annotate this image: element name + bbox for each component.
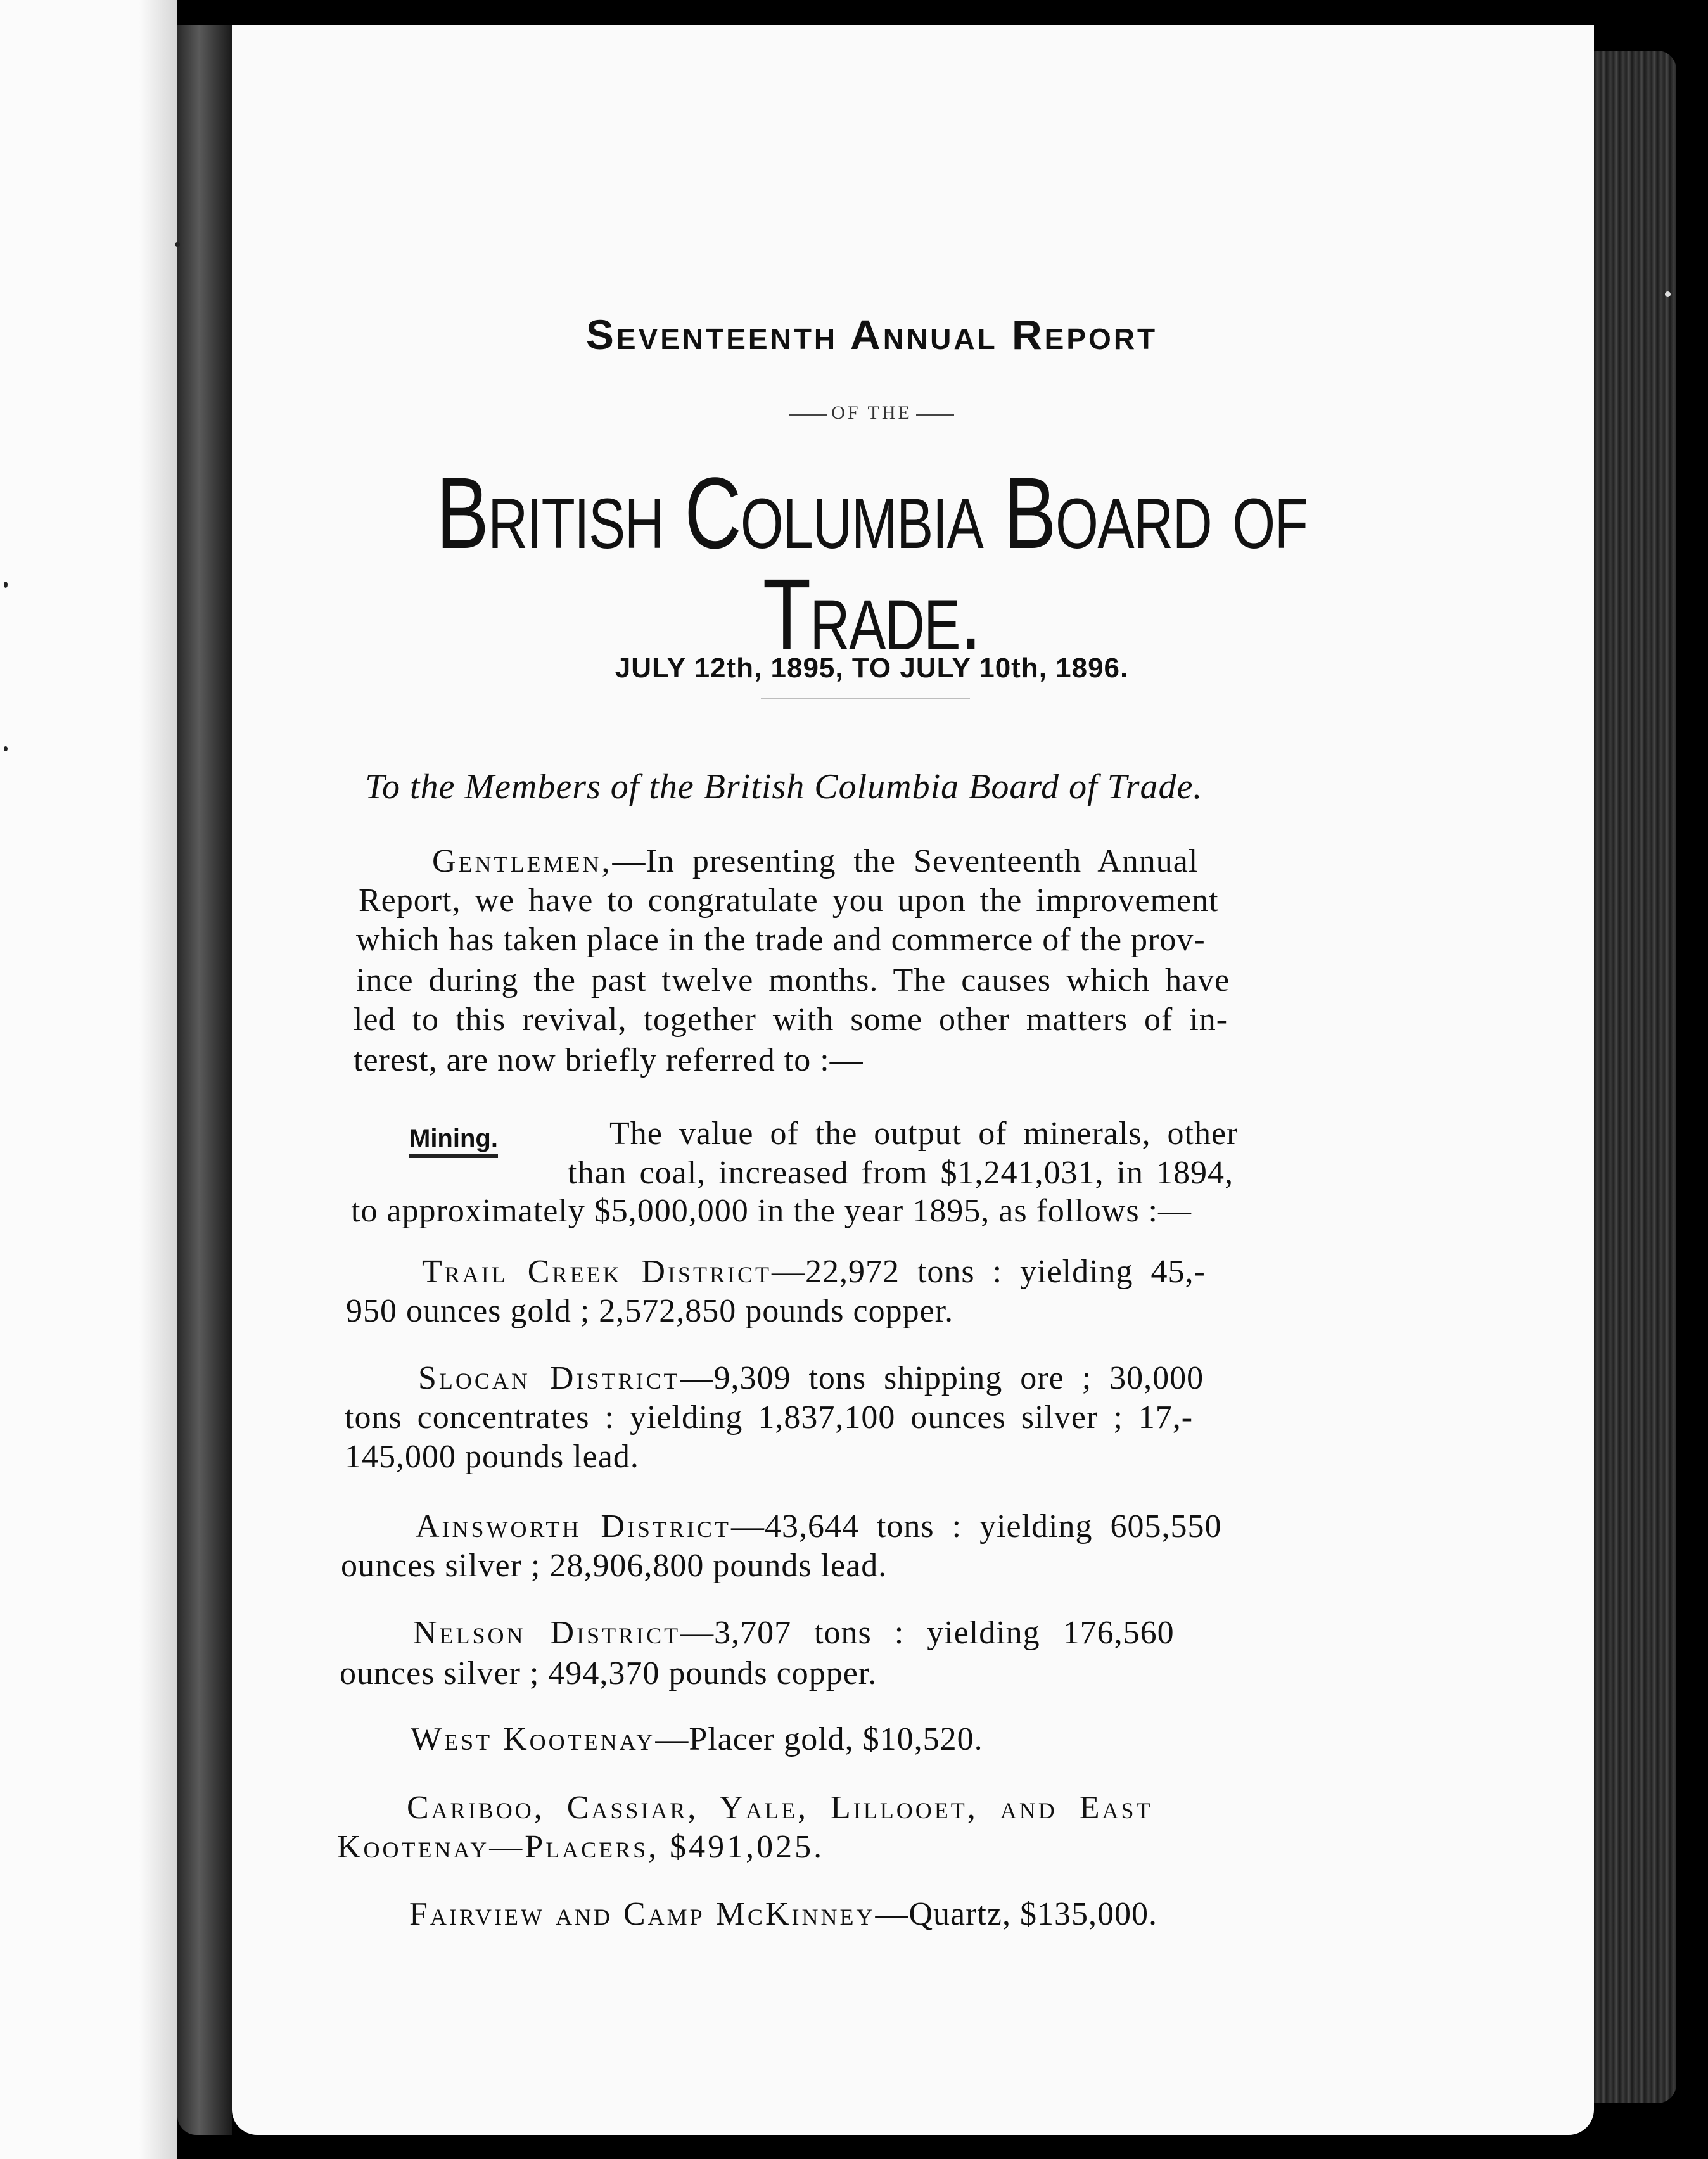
facing-page	[0, 0, 177, 2159]
date-range: JULY 12th, 1895, TO JULY 10th, 1896.	[615, 653, 1129, 684]
district-name: Slocan District	[418, 1360, 680, 1396]
district-cariboo-line-1: Cariboo, Cassiar, Yale, Lillooet, and East	[407, 1790, 1153, 1826]
divider-rule-left	[789, 414, 827, 416]
scan-speck	[4, 582, 8, 588]
intro-line-text: —In presenting the Seventeenth Annual	[612, 843, 1199, 879]
district-text: —Quartz, $135,000.	[875, 1896, 1157, 1932]
facing-page-shadow	[139, 0, 177, 2159]
district-text: —9,309 tons shipping ore ; 30,000	[680, 1360, 1204, 1396]
report-title: Seventeenth Annual Report	[585, 311, 1158, 358]
district-text: —Placer gold, $10,520.	[655, 1721, 983, 1757]
district-slocan-line-1	[418, 1360, 1204, 1397]
mining-line-1: The value of the output of minerals, other	[609, 1116, 1239, 1152]
intro-line-4: ince during the past twelve months. The causes which have	[356, 962, 1230, 998]
district-ainsworth-line-1	[416, 1508, 1222, 1545]
district-slocan-line-2: tons concentrates : yielding 1,837,100 ounces silver ; 17,-	[345, 1399, 1194, 1436]
mining-line-2: than coal, increased from $1,241,031, in 1894,	[568, 1155, 1233, 1191]
district-nelson-line-2: ounces silver ; 494,370 pounds copper.	[340, 1655, 877, 1691]
district-text: —22,972 tons : yielding 45,-	[771, 1254, 1206, 1290]
of-the-label: OF THE	[831, 402, 912, 423]
intro-line-1	[432, 843, 1198, 880]
intro-line-5: led to this revival, together with some other matters of in-	[354, 1002, 1228, 1038]
district-west-kootenay	[411, 1721, 983, 1758]
mining-line-3: to approximately $5,000,000 in the year 1895, as follows :—	[351, 1193, 1192, 1229]
district-nelson-line-1	[413, 1614, 1175, 1652]
page-edges	[1594, 51, 1676, 2103]
district-text: —43,644 tons : yielding 605,550	[730, 1508, 1222, 1544]
report-page	[232, 25, 1594, 2135]
scan-speck	[1665, 291, 1671, 297]
scan-speck	[4, 746, 8, 751]
district-trail-creek-line-1	[422, 1253, 1206, 1290]
district-slocan-line-3: 145,000 pounds lead.	[345, 1439, 639, 1475]
district-text: Kootenay—Placers, $491,025.	[337, 1829, 825, 1865]
divider-rule-right	[916, 414, 954, 416]
district-name: Nelson District	[413, 1615, 681, 1651]
district-fairview	[409, 1895, 1157, 1933]
district-ainsworth-line-2: ounces silver ; 28,906,800 pounds lead.	[341, 1548, 888, 1584]
date-rule	[761, 698, 970, 699]
mining-heading: Mining.	[409, 1124, 498, 1158]
district-trail-creek-line-2: 950 ounces gold ; 2,572,850 pounds copper.	[346, 1293, 954, 1329]
board-name: British Columbia Board of Trade.	[436, 456, 1308, 671]
book-gutter	[177, 25, 232, 2135]
intro-opening: Gentlemen,	[432, 843, 613, 879]
district-name: Trail Creek District	[422, 1254, 772, 1290]
district-name: Fairview and Camp McKinney	[409, 1896, 876, 1932]
district-name: West Kootenay	[411, 1721, 656, 1757]
intro-line-3: which has taken place in the trade and commerce of the prov-	[356, 922, 1206, 958]
district-name: Ainsworth District	[416, 1508, 731, 1544]
of-the-divider	[232, 402, 1512, 424]
district-cariboo-line-2	[337, 1828, 824, 1866]
salutation: To the Members of the British Columbia Board of Trade.	[365, 767, 1203, 806]
scan-speck	[175, 242, 180, 247]
intro-line-6: terest, are now briefly referred to :—	[354, 1042, 864, 1078]
intro-line-2: Report, we have to congratulate you upon the improvement	[359, 882, 1219, 919]
district-text: —3,707 tons : yielding 176,560	[680, 1615, 1175, 1651]
